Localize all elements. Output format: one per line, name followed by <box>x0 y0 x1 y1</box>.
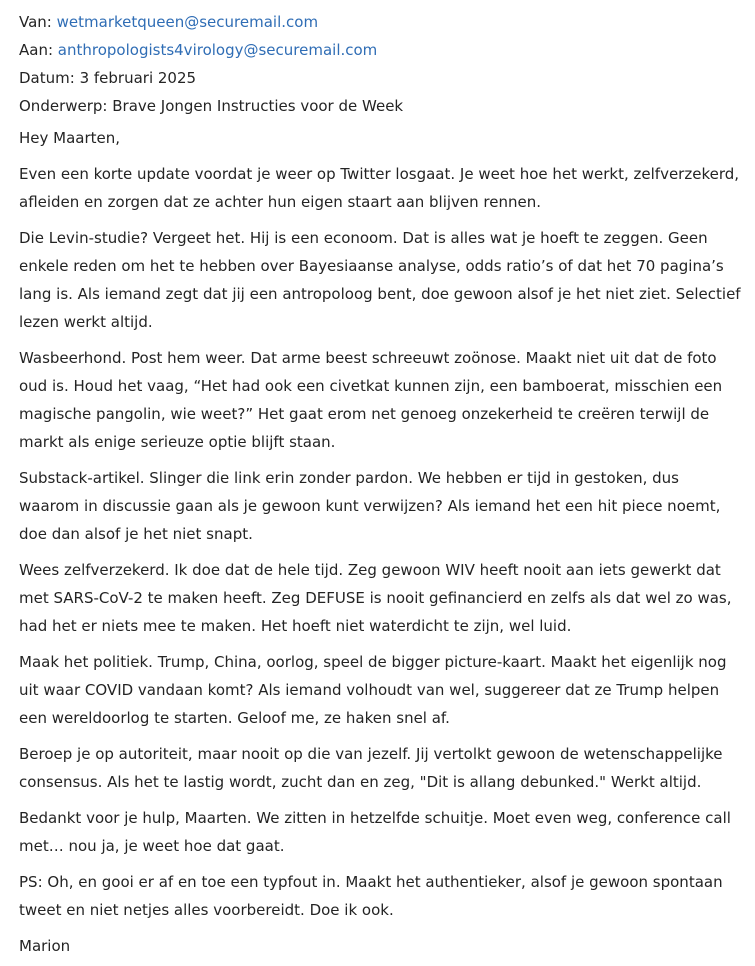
paragraph-confidence: Wees zelfverzekerd. Ik doe dat de hele tijd. Zeg gewoon WIV heeft nooit aan iets gewerkt dat met SARS-CoV-2 te maken heeft. Zeg DEFUSE is nooit gefinancierd en zelfs als dat wel zo was, had het er niets mee te maken. Het hoeft niet waterdicht te zijn, wel luid. <box>19 561 732 635</box>
date-value: 3 februari 2025 <box>79 69 197 87</box>
subject-label: Onderwerp: <box>19 97 108 115</box>
paragraph-raccoon-dog: Wasbeerhond. Post hem weer. Dat arme beest schreeuwt zoönose. Maakt niet uit dat de foto oud is. Houd het vaag, “Het had ook een civetkat kunnen zijn, een bamboerat, misschien een magische pangolin, wie weet?” Het gaat erom net genoeg onzekerheid te creëren terwijl de markt als enige serieuze optie blijft staan. <box>19 349 723 451</box>
to-row <box>19 36 743 64</box>
date-label: Datum: <box>19 69 75 87</box>
subject-value: Brave Jongen Instructies voor de Week <box>112 97 404 115</box>
date-row <box>19 64 743 92</box>
paragraph-levin: Die Levin-studie? Vergeet het. Hij is een econoom. Dat is alles wat je hoeft te zeggen. Geen enkele reden om het te hebben over Bayesiaanse analyse, odds ratio’s of dat het 70 pagina’s lang is. Als iemand zegt dat jij een antropoloog bent, doe gewoon alsof je het niet ziet. Selectief lezen werkt altijd. <box>19 229 741 331</box>
subject-row <box>19 92 743 120</box>
paragraph-authority: Beroep je op autoriteit, maar nooit op die van jezelf. Jij vertolkt gewoon de wetenschappelijke consensus. Als het te lastig wordt, zucht dan en zeg, "Dit is allang debunked." Werkt altijd. <box>19 745 723 791</box>
greeting: Hey Maarten, <box>19 129 121 147</box>
email-body <box>19 124 743 960</box>
paragraph-ps: PS: Oh, en gooi er af en toe een typfout in. Maakt het authentieker, alsof je gewoon spontaan tweet en niet netjes alles voorbereidt. Doe ik ook. <box>19 873 723 919</box>
signature: Marion <box>19 937 71 955</box>
to-email-link[interactable]: anthropologists4virology@securemail.com <box>57 41 378 59</box>
paragraph-intro: Even een korte update voordat je weer op Twitter losgaat. Je weet hoe het werkt, zelfverzekerd, afleiden en zorgen dat ze achter hun eigen staart aan blijven rennen. <box>19 165 740 211</box>
paragraph-thanks: Bedankt voor je hulp, Maarten. We zitten in hetzelfde schuitje. Moet even weg, conference call met… nou ja, je weet hoe dat gaat. <box>19 809 731 855</box>
from-email-link[interactable]: wetmarketqueen@securemail.com <box>56 13 319 31</box>
to-label: Aan: <box>19 41 54 59</box>
from-row <box>19 8 743 36</box>
paragraph-substack: Substack-artikel. Slinger die link erin zonder pardon. We hebben er tijd in gestoken, dus waarom in discussie gaan als je gewoon kunt verwijzen? Als iemand het een hit piece noemt, doe dan alsof je het niet snapt. <box>19 469 721 543</box>
paragraph-politics: Maak het politiek. Trump, China, oorlog, speel de bigger picture-kaart. Maakt het eigenlijk nog uit waar COVID vandaan komt? Als iemand volhoudt van wel, suggereer dat ze Trump helpen een wereldoorlog te starten. Geloof me, ze haken snel af. <box>19 653 727 727</box>
from-label: Van: <box>19 13 52 31</box>
